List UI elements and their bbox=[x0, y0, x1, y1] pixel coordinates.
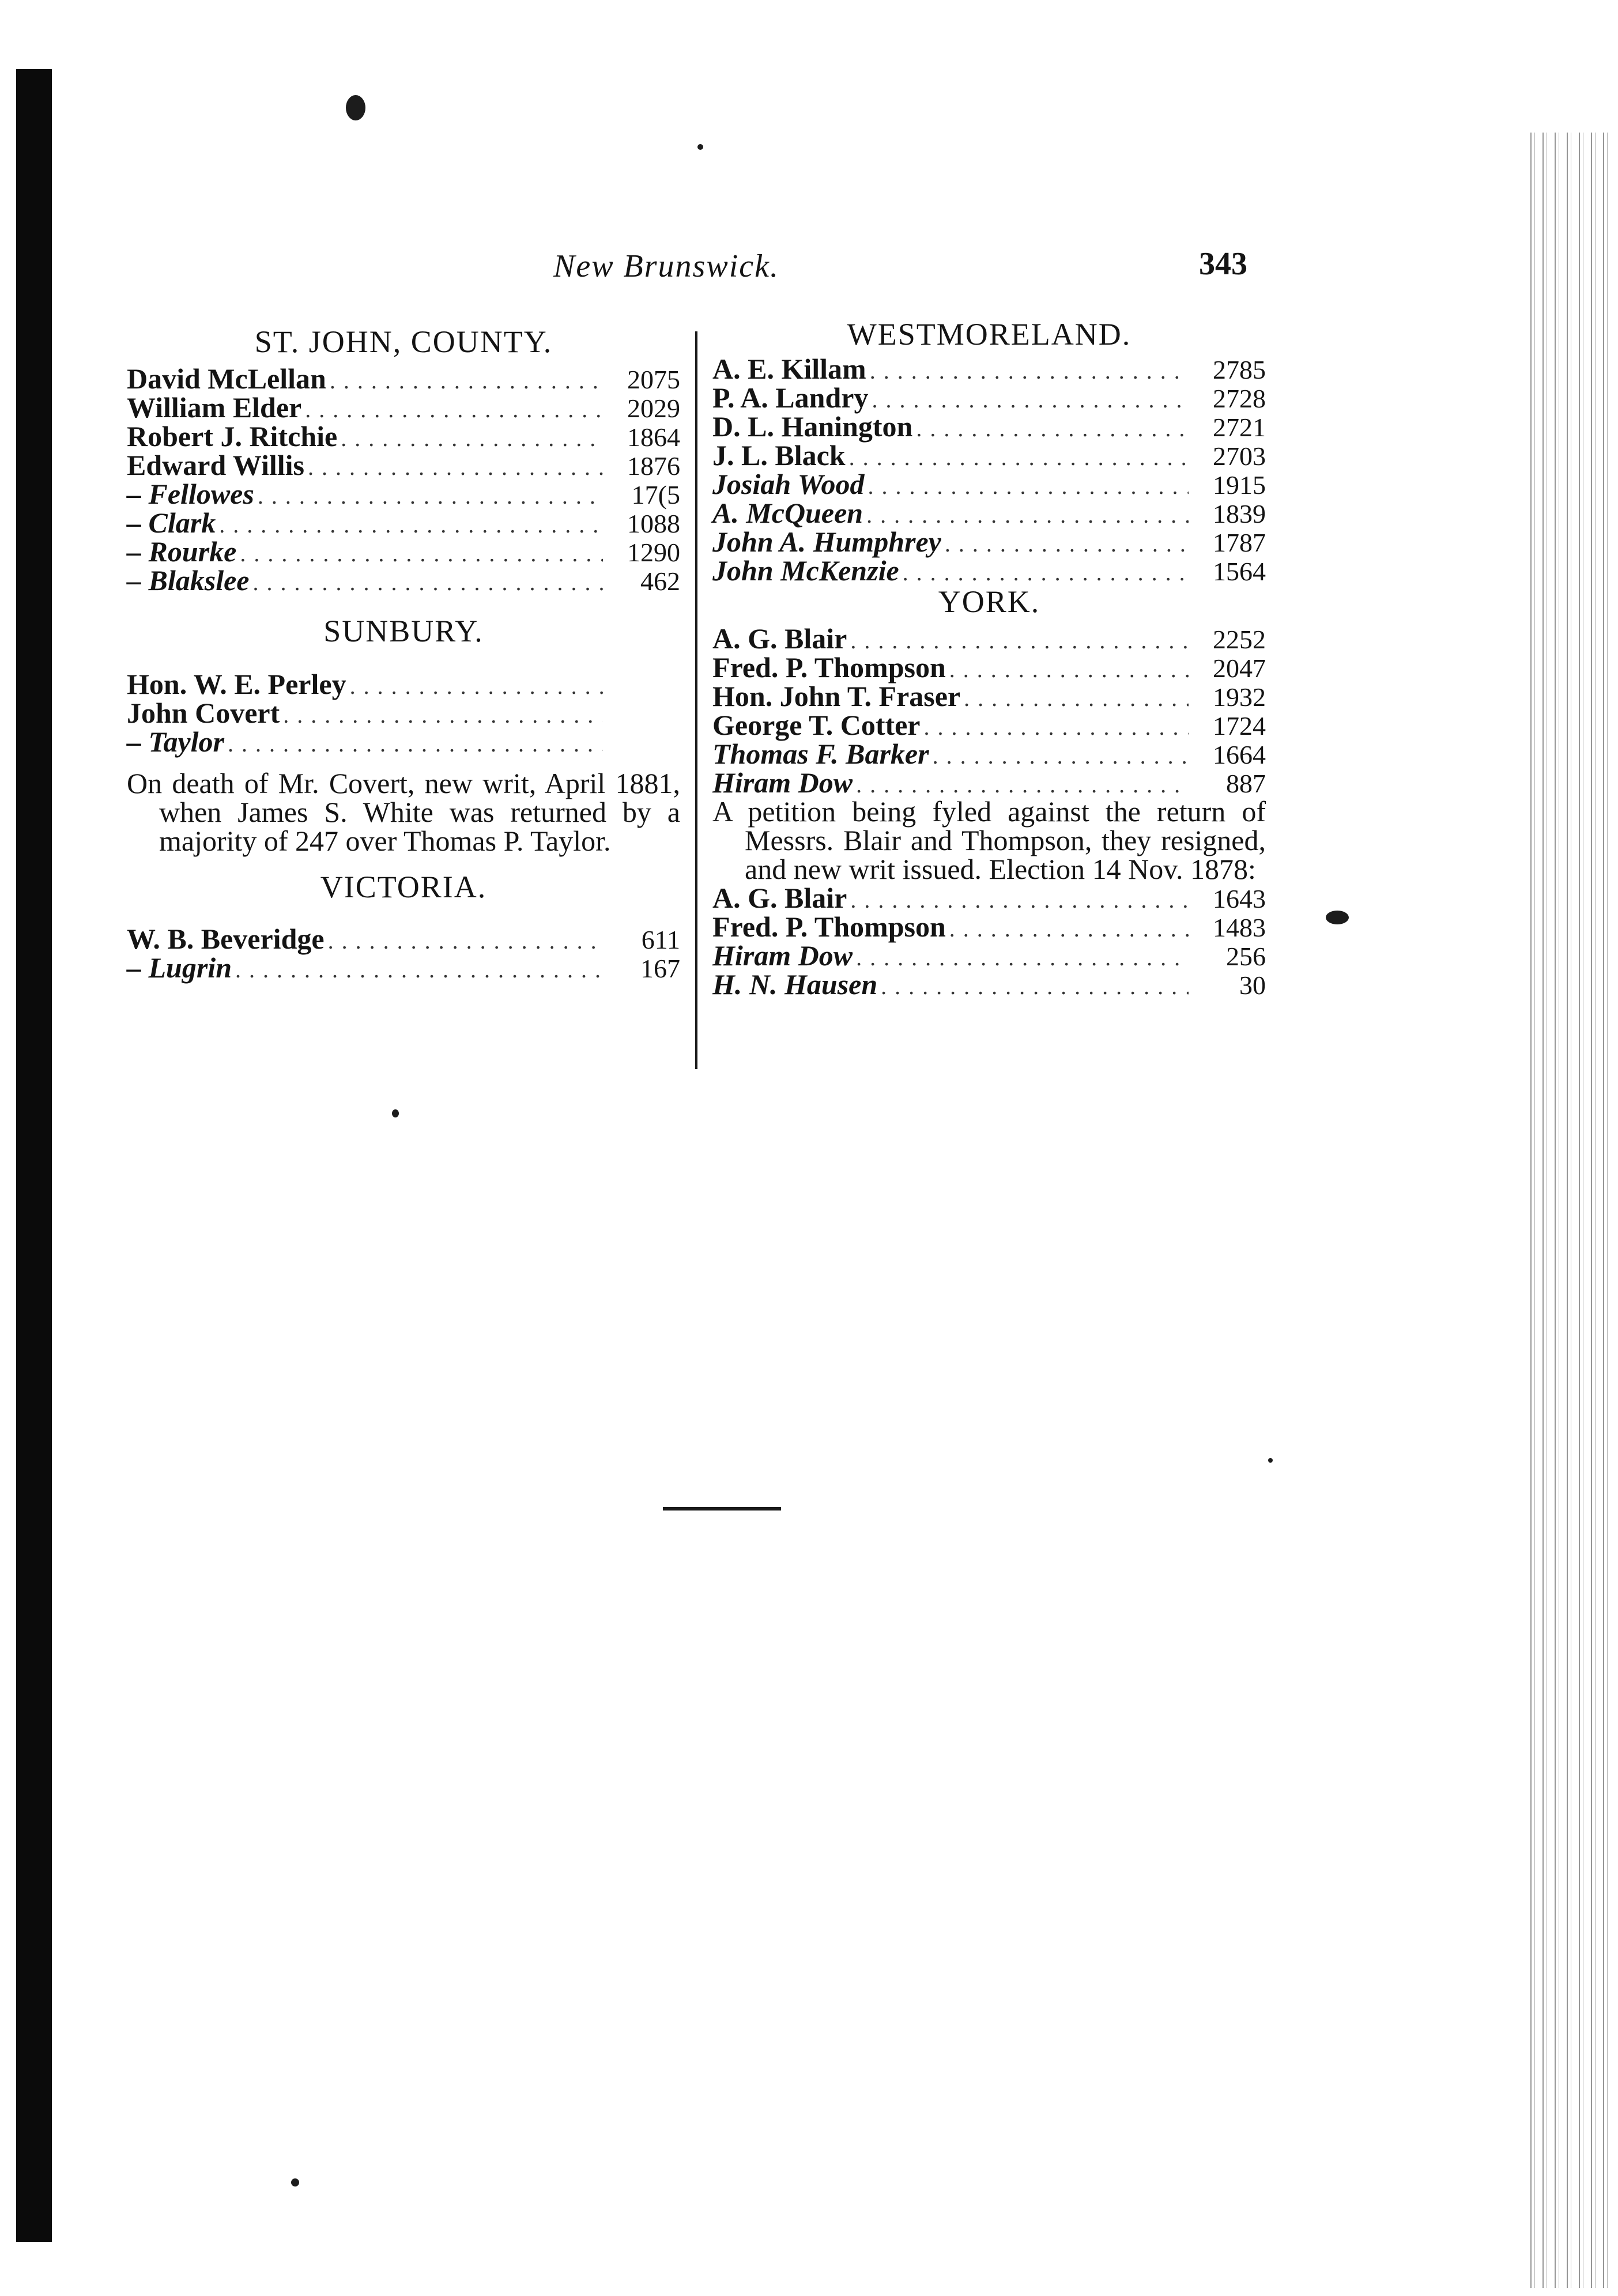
result-row bbox=[712, 556, 1266, 585]
vote-count: 611 bbox=[641, 925, 680, 954]
vote-count: 2785 bbox=[1213, 355, 1266, 384]
scan-page-edge bbox=[1528, 133, 1614, 2288]
leader-dots bbox=[328, 927, 603, 956]
result-row bbox=[712, 527, 1266, 556]
result-row bbox=[127, 364, 680, 393]
vote-count: 2721 bbox=[1213, 413, 1266, 442]
candidate-name: A. E. Killam bbox=[712, 353, 866, 385]
left-column bbox=[127, 324, 680, 984]
vote-count: 2252 bbox=[1213, 625, 1266, 654]
candidate-name: Thomas F. Barker bbox=[712, 738, 929, 770]
sunbury-results bbox=[127, 670, 680, 756]
scan-binding-shadow bbox=[16, 69, 52, 2242]
candidate-name: George T. Cotter bbox=[712, 709, 921, 741]
candidate-name: Fred. P. Thompson bbox=[712, 911, 946, 943]
vote-count: 1724 bbox=[1213, 711, 1266, 741]
result-row bbox=[712, 383, 1266, 412]
result-row bbox=[127, 479, 680, 508]
vote-count: 1483 bbox=[1213, 913, 1266, 942]
st-john-results bbox=[127, 364, 680, 595]
candidate-name: John A. Humphrey bbox=[712, 526, 941, 558]
result-row bbox=[712, 682, 1266, 711]
result-row bbox=[712, 354, 1266, 383]
vote-count: 1876 bbox=[627, 451, 680, 481]
column-divider bbox=[695, 331, 697, 1069]
leader-dots bbox=[305, 395, 603, 424]
candidate-name: John Covert bbox=[127, 697, 280, 729]
candidate-name: David McLellan bbox=[127, 362, 326, 395]
sunbury-note: On death of Mr. Covert, new writ, April 1881, when James S. White was returned by a majority of 247 over Thomas P. Taylor. bbox=[127, 767, 680, 857]
vote-count: 1915 bbox=[1213, 470, 1266, 500]
leader-dots bbox=[258, 482, 603, 511]
result-row bbox=[127, 393, 680, 422]
candidate-name: Hiram Dow bbox=[712, 939, 853, 972]
result-row bbox=[712, 441, 1266, 470]
scan-speck bbox=[346, 95, 365, 120]
leader-dots bbox=[219, 511, 603, 539]
leader-dots bbox=[252, 568, 603, 597]
york-results-after-petition bbox=[712, 883, 1266, 999]
leader-dots bbox=[870, 357, 1189, 386]
york-results bbox=[712, 624, 1266, 797]
result-row bbox=[712, 624, 1266, 653]
candidate-name: Hon. W. E. Perley bbox=[127, 668, 346, 700]
vote-count: 2047 bbox=[1213, 654, 1266, 683]
result-row bbox=[127, 953, 680, 982]
result-row bbox=[712, 711, 1266, 739]
candidate-name: A. G. Blair bbox=[712, 622, 847, 655]
candidate-name: Robert J. Ritchie bbox=[127, 420, 338, 452]
candidate-name: – Blakslee bbox=[127, 564, 250, 596]
leader-dots bbox=[916, 414, 1189, 443]
candidate-name: Hiram Dow bbox=[712, 766, 853, 799]
leader-dots bbox=[945, 530, 1189, 558]
leader-dots bbox=[964, 684, 1189, 713]
candidate-name: H. N. Hausen bbox=[712, 968, 878, 1000]
leader-dots bbox=[330, 367, 603, 395]
leader-dots bbox=[903, 558, 1189, 587]
result-row bbox=[127, 508, 680, 537]
result-row bbox=[127, 670, 680, 698]
leader-dots bbox=[849, 443, 1189, 472]
vote-count: 1932 bbox=[1213, 682, 1266, 712]
result-row bbox=[127, 727, 680, 756]
result-row bbox=[712, 499, 1266, 527]
vote-count: 2703 bbox=[1213, 441, 1266, 471]
vote-count: 2029 bbox=[627, 394, 680, 423]
vote-count: 1839 bbox=[1213, 499, 1266, 528]
result-row bbox=[712, 970, 1266, 999]
vote-count: 1787 bbox=[1213, 528, 1266, 557]
vote-count: 462 bbox=[640, 567, 680, 596]
leader-dots bbox=[228, 730, 603, 758]
candidate-name: – Clark bbox=[127, 507, 216, 539]
result-row bbox=[712, 883, 1266, 912]
result-row bbox=[712, 739, 1266, 768]
vote-count: 167 bbox=[640, 954, 680, 983]
candidate-name: – Fellowes bbox=[127, 478, 254, 510]
scan-speck bbox=[291, 2178, 299, 2187]
candidate-name: Josiah Wood bbox=[712, 468, 865, 500]
result-row bbox=[712, 912, 1266, 941]
leader-dots bbox=[856, 943, 1189, 972]
section-heading-st-john: ST. JOHN, COUNTY. bbox=[254, 324, 553, 359]
end-rule bbox=[663, 1507, 781, 1510]
result-row bbox=[127, 451, 680, 479]
vote-count: 1664 bbox=[1213, 740, 1266, 769]
result-row bbox=[127, 422, 680, 451]
candidate-name: Fred. P. Thompson bbox=[712, 651, 946, 683]
candidate-name: D. L. Hanington bbox=[712, 410, 913, 443]
vote-count: 30 bbox=[1239, 970, 1266, 1000]
leader-dots bbox=[949, 915, 1189, 943]
result-row bbox=[127, 537, 680, 566]
result-row bbox=[127, 698, 680, 727]
section-heading-york: YORK. bbox=[938, 584, 1040, 619]
result-row bbox=[712, 941, 1266, 970]
york-note: A petition being fyled against the return of Messrs. Blair and Thompson, they resigned, and new writ issued. Election 14 Nov. 1878: bbox=[712, 795, 1266, 885]
leader-dots bbox=[868, 472, 1189, 501]
leader-dots bbox=[308, 453, 603, 482]
result-row bbox=[127, 924, 680, 953]
victoria-results bbox=[127, 924, 680, 982]
candidate-name: P. A. Landry bbox=[712, 382, 869, 414]
vote-count: 17(5 bbox=[631, 480, 680, 509]
leader-dots bbox=[341, 424, 603, 453]
result-row bbox=[712, 470, 1266, 499]
candidate-name: J. L. Black bbox=[712, 439, 846, 471]
scan-speck bbox=[392, 1109, 399, 1117]
running-head-title: New Brunswick. bbox=[553, 248, 779, 284]
leader-dots bbox=[240, 539, 603, 568]
vote-count: 1864 bbox=[627, 422, 680, 452]
candidate-name: – Rourke bbox=[127, 535, 237, 568]
section-heading-victoria: VICTORIA. bbox=[320, 870, 487, 904]
candidate-name: – Lugrin bbox=[127, 951, 232, 984]
leader-dots bbox=[924, 713, 1189, 742]
candidate-name: A. McQueen bbox=[712, 497, 863, 529]
vote-count: 887 bbox=[1226, 769, 1266, 798]
right-column bbox=[712, 317, 1266, 1000]
candidate-name: William Elder bbox=[127, 391, 302, 424]
candidate-name: W. B. Beveridge bbox=[127, 923, 325, 955]
page-number: 343 bbox=[1199, 246, 1247, 282]
result-row bbox=[712, 768, 1266, 797]
leader-dots bbox=[933, 742, 1189, 771]
vote-count: 1564 bbox=[1213, 557, 1266, 586]
candidate-name: John McKenzie bbox=[712, 554, 899, 587]
scan-speck bbox=[1326, 911, 1349, 924]
result-row bbox=[712, 412, 1266, 441]
vote-count: 2075 bbox=[627, 365, 680, 394]
leader-dots bbox=[235, 956, 603, 984]
vote-count: 1290 bbox=[627, 538, 680, 567]
westmoreland-results bbox=[712, 354, 1266, 585]
section-heading-sunbury: SUNBURY. bbox=[323, 614, 484, 648]
vote-count: 1088 bbox=[627, 509, 680, 538]
scan-speck bbox=[1268, 1458, 1273, 1463]
leader-dots bbox=[283, 701, 603, 730]
result-row bbox=[127, 566, 680, 595]
vote-count: 2728 bbox=[1213, 384, 1266, 413]
result-row bbox=[712, 653, 1266, 682]
candidate-name: Hon. John T. Fraser bbox=[712, 680, 961, 712]
leader-dots bbox=[881, 972, 1189, 1001]
candidate-name: – Taylor bbox=[127, 726, 224, 758]
vote-count: 256 bbox=[1226, 942, 1266, 971]
section-heading-westmoreland: WESTMORELAND. bbox=[847, 317, 1132, 352]
vote-count: 1643 bbox=[1213, 884, 1266, 913]
leader-dots bbox=[350, 672, 603, 701]
candidate-name: Edward Willis bbox=[127, 449, 304, 481]
leader-dots bbox=[872, 386, 1189, 414]
leader-dots bbox=[949, 655, 1189, 684]
candidate-name: A. G. Blair bbox=[712, 882, 847, 914]
scan-speck bbox=[697, 144, 703, 150]
